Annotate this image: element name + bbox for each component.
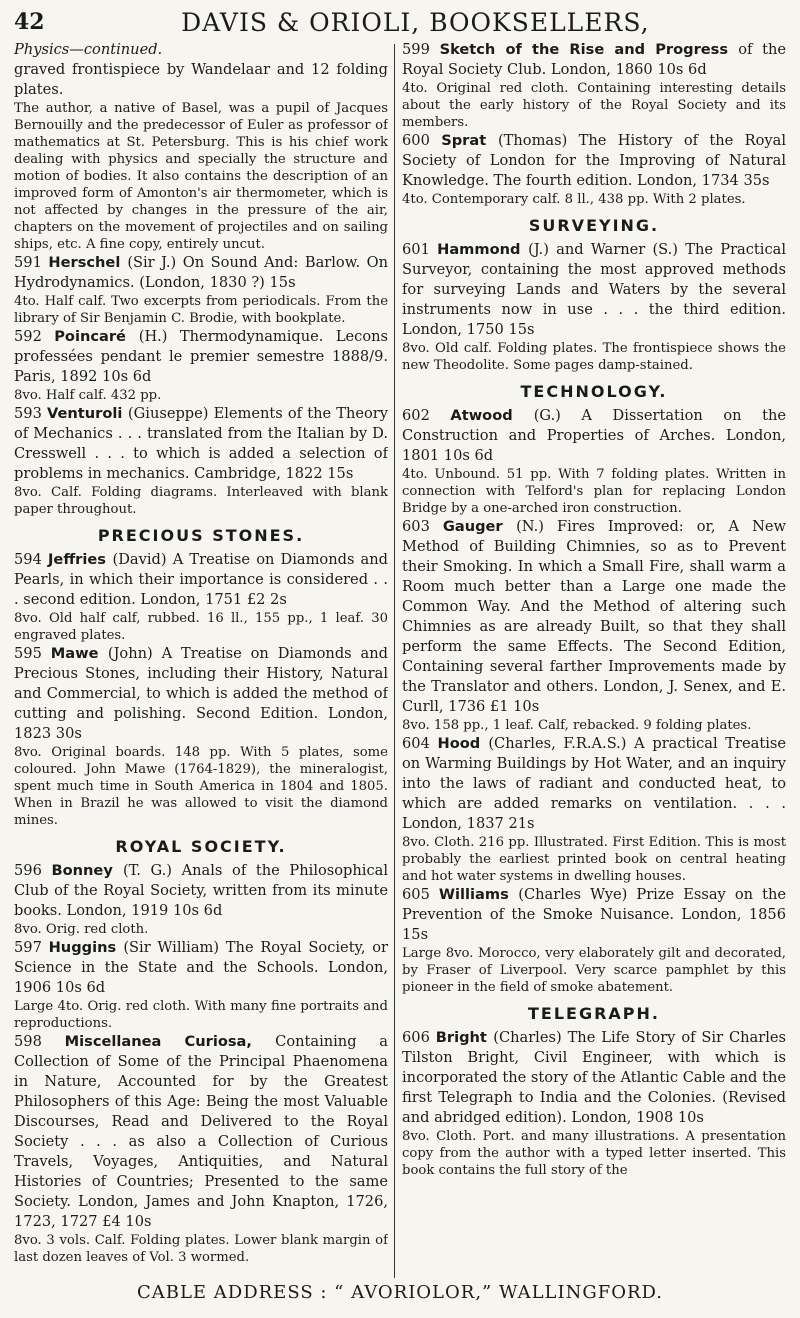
catalogue-entry: [402, 40, 786, 131]
entry-author: Mawe: [50, 645, 108, 662]
entry-note: 8vo. Old calf. Folding plates. The frontispiece shows the new Theodolite. Some pages damp-stained.: [402, 341, 786, 373]
entry-note: 8vo. Cloth. 216 pp. Illustrated. First Edition. This is most probably the earliest printed book on central heating and hot water systems in dwelling houses.: [402, 835, 786, 884]
entry-text: (Charles Wye) Prize Essay on the Prevention of the Smoke Nuisance. London, 1856 15s: [402, 886, 786, 943]
entry-number: 601: [402, 241, 438, 258]
catalogue-entry: [402, 1028, 786, 1179]
entry-note: 8vo. Half calf. 432 pp.: [14, 388, 162, 403]
entry-note: 8vo. Orig. red cloth.: [14, 922, 149, 937]
page-number: 42: [14, 9, 45, 35]
entry-number: 596: [14, 862, 52, 879]
entry-author: Poincaré: [54, 328, 139, 345]
entry-text: (Sir William) The Royal Society, or Science in the State and the Schools. London, 1906 10s 6d: [14, 939, 388, 996]
section-heading: SURVEYING.: [528, 216, 660, 235]
entry-number: 598: [14, 1033, 65, 1050]
entry-note: 8vo. Calf. Folding diagrams. Interleaved with blank paper throughout.: [14, 485, 388, 517]
catalogue-entry: [402, 517, 786, 734]
entry-note: Large 8vo. Morocco, very elaborately gilt and decorated, by Fraser of Liverpool. Very scarce pamphlet by this pioneer in the field of smoke abatement.: [402, 946, 786, 995]
entry-author: Jeffries: [48, 551, 113, 568]
entry-note: 8vo. Original boards. 148 pp. With 5 plates, some coloured. John Mawe (1764-1829), the mineralogist, spent much time in South America in 1804 and 1805. When in Brazil he was allowed to visit the diamond mines.: [14, 745, 388, 828]
entry-author: Williams: [438, 886, 519, 903]
intro-text: graved frontispiece by Wandelaar and 12 folding plates.: [14, 61, 388, 98]
intro-note: The author, a native of Basel, was a pupil of Jacques Bernouilly and the predecessor of Euler as professor of mathematics at St. Petersburg. This is his chief work dealing with physics and specially the structure and motion of bodies. It also contains the description of an improved form of Amonton's air thermometer, which is not affected by changes in the pressure of the air, chapters on the movement of projectiles and on sailing ships, etc. A fine copy, entirely uncut.: [14, 101, 388, 252]
entry-note: 4to. Contemporary calf. 8 ll., 438 pp. With 2 plates.: [402, 192, 746, 207]
continued-heading: Physics—continued.: [14, 41, 163, 58]
entry-number: 602: [402, 407, 451, 424]
catalogue-entry: [402, 734, 786, 885]
entry-author: Gauger: [442, 518, 517, 535]
catalogue-entry: [402, 131, 786, 208]
cable-address-footer: CABLE ADDRESS : “ AVORIOLOR,” WALLINGFORD.: [136, 1282, 664, 1303]
entry-text: (John) A Treatise on Diamonds and Precious Stones, including their History, Natural and Commercial, to which is added the method of cutting and polishing. Second Edition. London, 1823 30s: [14, 645, 388, 742]
catalogue-entry: [14, 327, 388, 404]
entry-text: (David) A Treatise on Diamonds and Pearls, in which their importance is considered . . . second edition. London, 1751 £2 2s: [14, 551, 388, 608]
entry-number: 603: [402, 518, 443, 535]
entry-number: 605: [402, 886, 439, 903]
catalogue-entry: [14, 861, 388, 938]
entry-author: Herschel: [48, 254, 128, 271]
catalogue-entry: [402, 406, 786, 517]
catalogue-entry: [14, 404, 388, 518]
entry-author: Hammond: [437, 241, 529, 258]
catalogue-entry: [402, 240, 786, 374]
catalogue-entry: [14, 644, 388, 829]
entry-number: 597: [14, 939, 49, 956]
entry-note: 8vo. 158 pp., 1 leaf. Calf, rebacked. 9 folding plates.: [402, 718, 752, 733]
catalogue-entry: [14, 550, 388, 644]
catalogue-entry: [14, 938, 388, 1032]
entry-text: (T. G.) Anals of the Philosophical Club of the Royal Society, written from its minute books. London, 1919 10s 6d: [14, 862, 388, 919]
entry-text: (N.) Fires Improved: or, A New Method of Building Chimnies, so as to Prevent their Smoking. In which a Small Fire, shall warm a Room much better than a Large one made the Common Way. And the Method of altering such Chimnies as are already Built, so that they shall perform the same Effects. The Second Edition, Containing several farther Improvements made by the Translator and others. London, J. Senex, and E. Curll, 1736 £1 10s: [402, 518, 786, 715]
catalogue-entry: [402, 885, 786, 996]
entry-number: 604: [402, 735, 438, 752]
entry-number: 600: [402, 132, 442, 149]
entry-author: Atwood: [450, 407, 534, 424]
entry-text: (G.) A Dissertation on the Construction and Properties of Arches. London, 1801 10s 6d: [402, 407, 786, 464]
entry-note: 4to. Unbound. 51 pp. With 7 folding plates. Written in connection with Telford's plan for replacing London Bridge by a one-arched iron construction.: [402, 467, 786, 516]
entry-number: 595: [14, 645, 51, 662]
entry-note: Large 4to. Orig. red cloth. With many fine portraits and reproductions.: [14, 999, 388, 1031]
entry-author: Huggins: [48, 939, 124, 956]
entry-author: Miscellanea Curiosa,: [64, 1033, 276, 1050]
entry-text: (H.) Thermodynamique. Lecons professées pendant le premier semestre 1888/9. Paris, 1892 10s 6d: [14, 328, 388, 385]
entry-number: 593: [14, 405, 47, 422]
entry-number: 606: [402, 1029, 436, 1046]
entry-text: Containing a Collection of Some of the Principal Phaenomena in Nature, Accounted for by the Greatest Philosophers of this Age: Being the most Valuable Discourses, Read and Delivered to the Royal Society . . . as also a Collection of Curious Travels, Voyages, Antiquities, and Natural Histories of Countries; Presented to the same Society. London, James and John Knapton, 1726, 1723, 1727 £4 10s: [14, 1033, 388, 1230]
entry-text: (Sir J.) On Sound And: Barlow. On Hydrodynamics. (London, 1830 ?) 15s: [14, 254, 388, 291]
column-divider: [394, 44, 395, 1278]
entry-text: (Charles) The Life Story of Sir Charles Tilston Bright, Civil Engineer, with which is incorporated the story of the Atlantic Cable and the first Telegraph to India and the Colonies. (Revised and abridged edition). London, 1908 10s: [402, 1029, 786, 1126]
catalogue-entry: [14, 1032, 388, 1266]
entry-note: 8vo. 3 vols. Calf. Folding plates. Lower blank margin of last dozen leaves of Vol. 3 wormed.: [14, 1233, 388, 1265]
right-column: [402, 40, 786, 1276]
section-heading: ROYAL SOCIETY.: [115, 837, 287, 856]
entry-author: Sketch of the Rise and Progress: [439, 41, 739, 58]
catalogue-entry: [14, 253, 388, 327]
entry-author: Venturoli: [46, 405, 128, 422]
entry-text: (Giuseppe) Elements of the Theory of Mechanics . . . translated from the Italian by D. Cresswell . . . to which is added a selection of problems in mechanics. Cambridge, 1822 15s: [14, 405, 388, 482]
section-heading: TECHNOLOGY.: [520, 382, 668, 401]
entry-text: (J.) and Warner (S.) The Practical Surveyor, containing the most approved methods for surveying Lands and Waters by the several instruments now in use . . . the third edition. London, 1750 15s: [402, 241, 786, 338]
entry-note: 8vo. Old half calf, rubbed. 16 ll., 155 pp., 1 leaf. 30 engraved plates.: [14, 611, 388, 643]
section-heading: TELEGRAPH.: [528, 1004, 660, 1023]
entry-note: 4to. Half calf. Two excerpts from periodicals. From the library of Sir Benjamin C. Brodie, with bookplate.: [14, 294, 388, 326]
entry-text: (Charles, F.R.A.S.) A practical Treatise on Warming Buildings by Hot Water, and an inquiry into the laws of radiant and conducted heat, to which are added remarks on ventilation. . . . London, 1837 21s: [402, 735, 786, 832]
left-column: [14, 40, 388, 1276]
entry-text: (Thomas) The History of the Royal Society of London for the Improving of Natural Knowledge. The fourth edition. London, 1734 35s: [402, 132, 786, 189]
entry-author: Hood: [437, 735, 489, 752]
section-heading: PRECIOUS STONES.: [97, 526, 305, 545]
entry-note: 4to. Original red cloth. Containing interesting details about the early history of the Royal Society and its members.: [402, 81, 786, 130]
entry-number: 594: [14, 551, 48, 568]
entry-number: 591: [14, 254, 49, 271]
entry-number: 599: [402, 41, 440, 58]
entry-number: 592: [14, 328, 55, 345]
entry-author: Bright: [435, 1029, 494, 1046]
entry-author: Bonney: [51, 862, 123, 879]
page-header: [14, 4, 786, 40]
running-head: DAVIS & ORIOLI, BOOKSELLERS,: [181, 7, 650, 37]
entry-author: Sprat: [441, 132, 498, 149]
entry-text: of the Royal Society Club. London, 1860 10s 6d: [402, 41, 786, 78]
entry-note: 8vo. Cloth. Port. and many illustrations. A presentation copy from the author with a typed letter inserted. This book contains the full story of the: [402, 1129, 786, 1178]
